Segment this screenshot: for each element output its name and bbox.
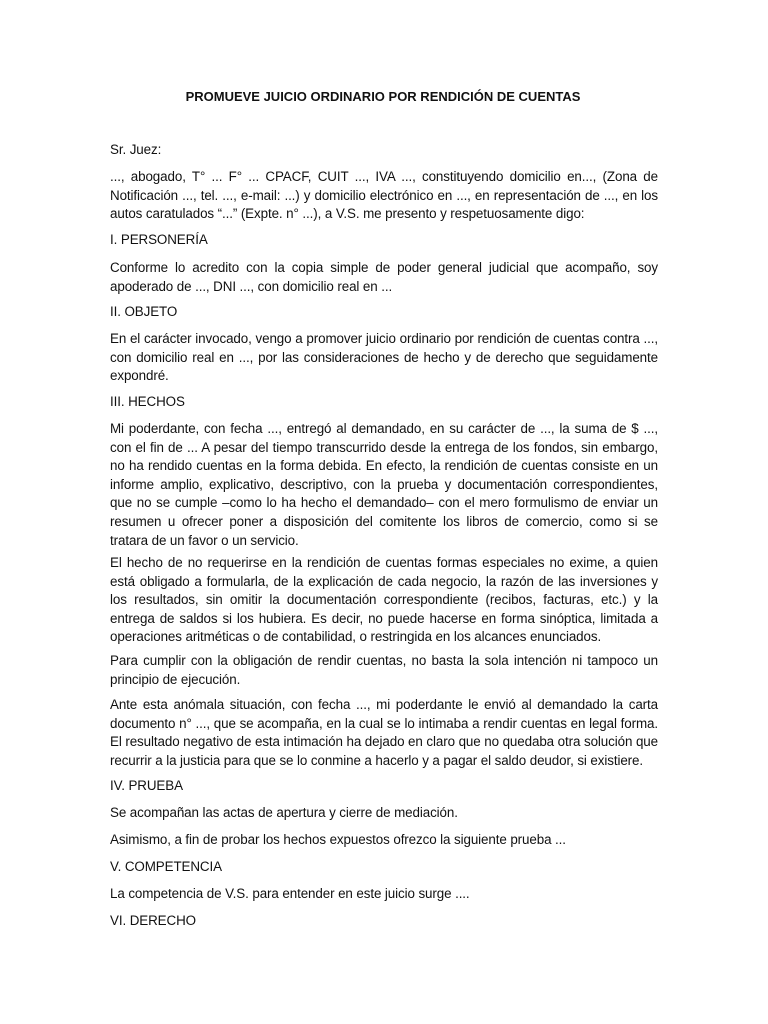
section-heading-competencia: V. COMPETENCIA (110, 859, 222, 874)
section-heading-prueba: IV. PRUEBA (110, 778, 183, 793)
prueba-paragraph-2: Asimismo, a fin de probar los hechos expuestos ofrezco la siguiente prueba ... (110, 832, 566, 847)
section-heading-personeria: I. PERSONERÍA (110, 232, 208, 247)
objeto-paragraph: En el carácter invocado, vengo a promover juicio ordinario por rendición de cuentas contra ..., con domicilio real en ..., por las consideraciones de hecho y de derecho que seguidamente expondré. (110, 331, 658, 384)
hechos-paragraph-2: El hecho de no requerirse en la rendición de cuentas formas especiales no exime, a quien está obligado a formularla, de la explicación de cada negocio, la razón de las inversiones y los resultados, sin omitir la documentación correspondiente (recibos, facturas, etc.) y la entrega de saldos si los hubiera. Es decir, no puede hacerse en forma sinóptica, limitada a operaciones aritméticas o de contabilidad, o restringida en los alcances enunciados. (110, 555, 658, 645)
section-heading-derecho: VI. DERECHO (110, 913, 196, 928)
section-heading-objeto: II. OBJETO (110, 304, 178, 319)
section-heading-hechos: III. HECHOS (110, 394, 185, 409)
salutation: Sr. Juez: (110, 142, 162, 157)
hechos-paragraph-3: Para cumplir con la obligación de rendir cuentas, no basta la sola intención ni tampoco un principio de ejecución. (110, 653, 658, 687)
prueba-paragraph-1: Se acompañan las actas de apertura y cierre de mediación. (110, 805, 458, 820)
hechos-paragraph-1: Mi poderdante, con fecha ..., entregó al demandado, en su carácter de ..., la suma de $ ..., con el fin de ... A pesar del tiempo transcurrido desde la entrega de los fondos, sin embargo, no ha rendido cuentas en la forma debida. En efecto, la rendición de cuentas consiste en un informe amplio, explicativo, descriptivo, con la prueba y documentación correspondientes, que no se cumple –como lo ha hecho el demandado– con el mero formulismo de enviar un resumen u ofrecer poner a disposición del comitente los libros de comercio, como si se tratara de un favor o un servicio. (110, 421, 658, 548)
document-title: PROMUEVE JUICIO ORDINARIO POR RENDICIÓN DE CUENTAS (185, 89, 581, 104)
personeria-paragraph: Conforme lo acredito con la copia simple de poder general judicial que acompaño, soy apoderado de ..., DNI ..., con domicilio real en ... (110, 260, 658, 294)
intro-paragraph: ..., abogado, T° ... F° ... CPACF, CUIT ..., IVA ..., constituyendo domicilio en..., (Zona de Notificación ..., tel. ..., e-mail: ...) y domicilio electrónico en ..., en representación de ..., en los autos caratulados “...” (Expte. n° ...), a V.S. me presento y respetuosamente digo: (110, 169, 658, 222)
hechos-paragraph-4: Ante esta anómala situación, con fecha ..., mi poderdante le envió al demandado la carta documento n° ..., que se acompaña, en la cual se lo intimaba a rendir cuentas en legal forma. El resultado negativo de esta intimación ha dejado en claro que no quedaba otra solución que recurrir a la justicia para que se lo conmine a hacerlo y a pagar el saldo deudor, si existiere. (110, 697, 658, 768)
competencia-paragraph: La competencia de V.S. para entender en este juicio surge .... (110, 886, 470, 901)
